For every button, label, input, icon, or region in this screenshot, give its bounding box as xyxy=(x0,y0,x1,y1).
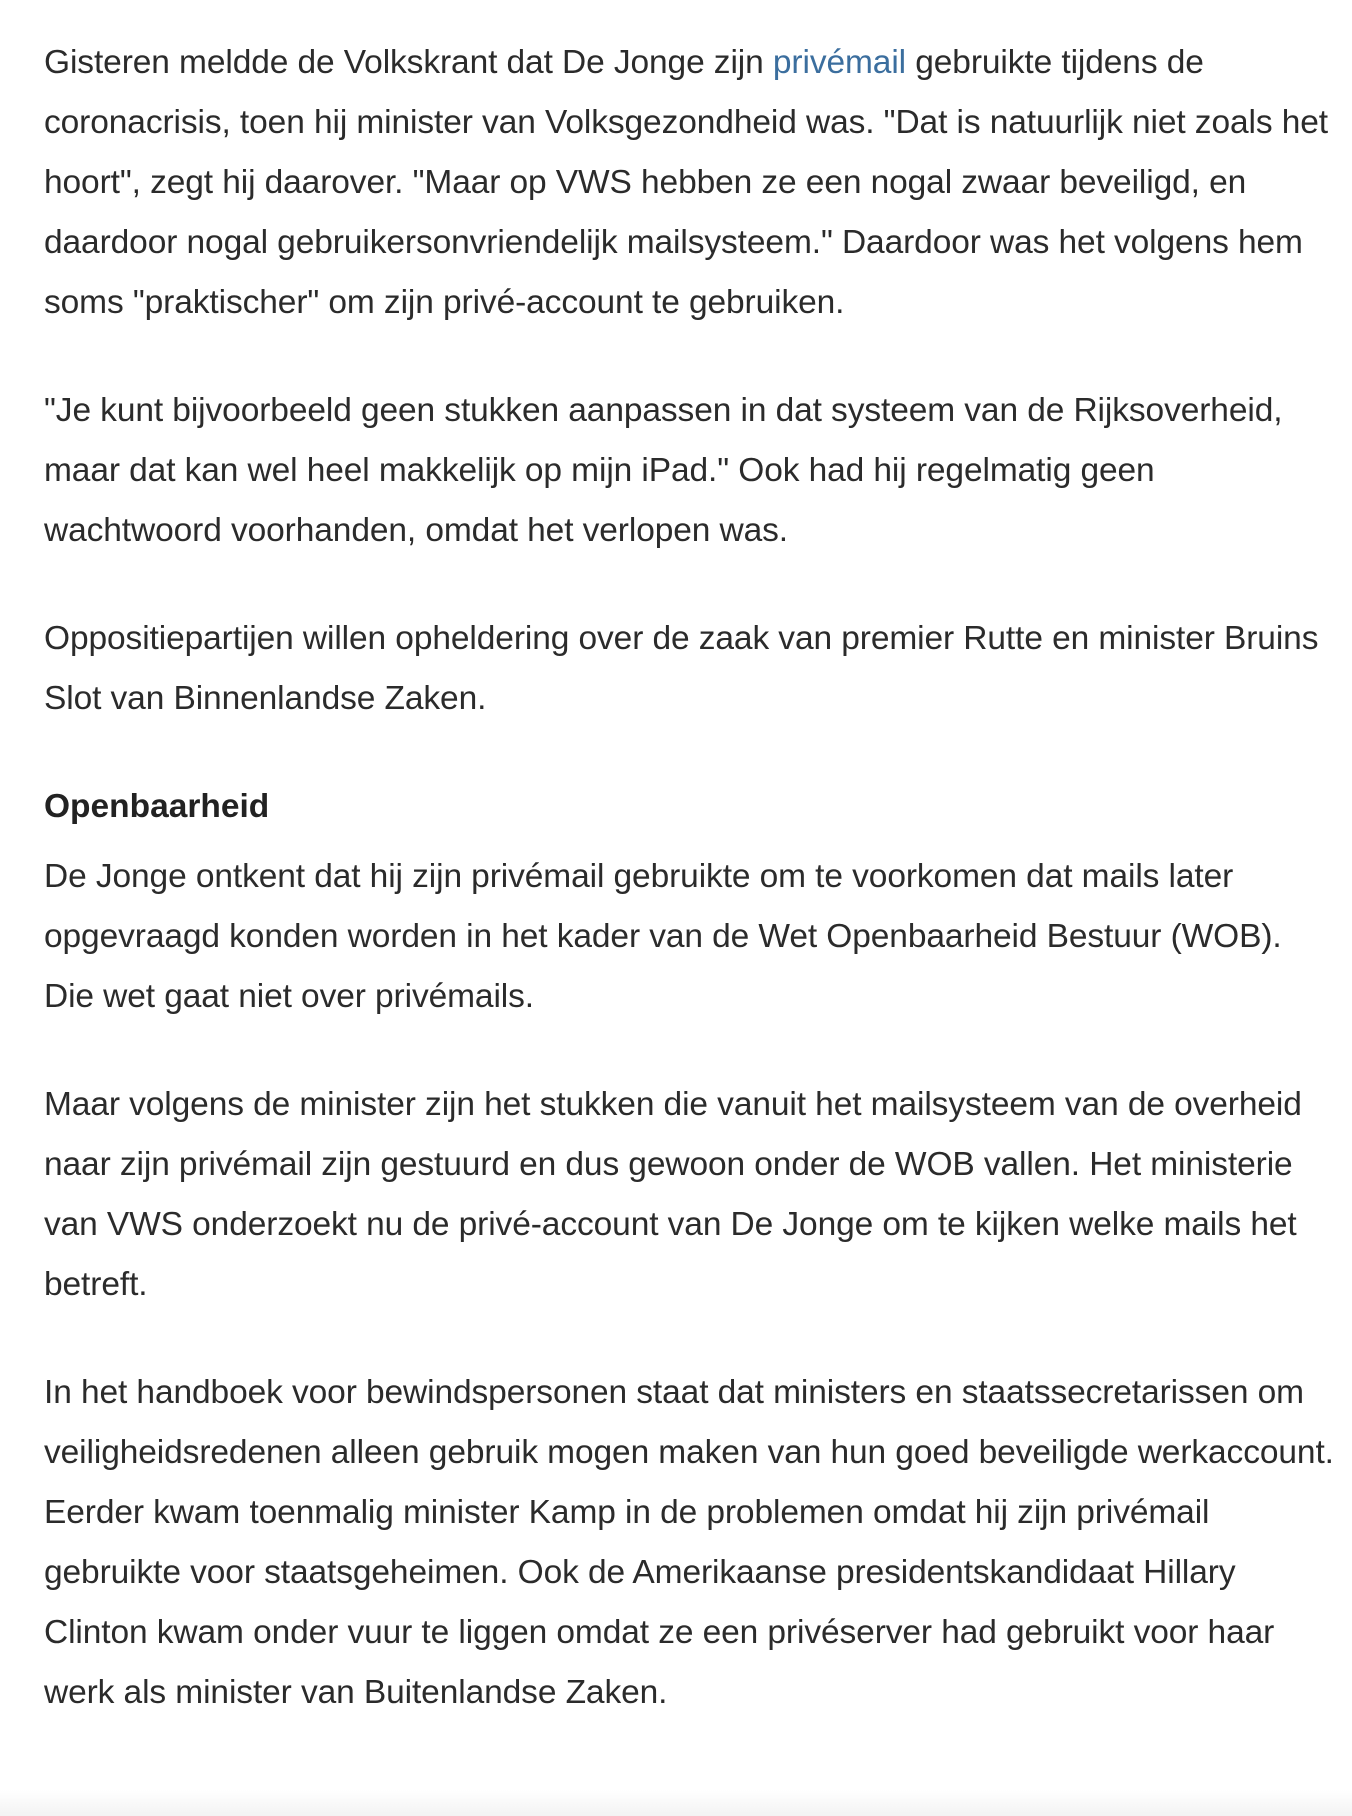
paragraph-2: "Je kunt bijvoorbeeld geen stukken aanpassen in dat systeem van de Rijksoverheid, maar dat kan wel heel makkelijk op mijn iPad." Ook had hij regelmatig geen wachtwoord voorhanden, omdat het verlopen was. xyxy=(44,392,1283,549)
paragraph-6: In het handboek voor bewindspersonen staat dat ministers en staatssecretarissen om veiligheidsredenen alleen gebruik mogen maken van hun goed beveiligde werkaccount. Eerder kwam toenmalig minister Kamp in de problemen omdat hij zijn privémail gebruikte voor staatsgeheimen. Ook de Amerikaanse presidentskandidaat Hillary Clinton kwam onder vuur te liggen omdat ze een privéserver had gebruikt voor haar werk als minister van Buitenlandse Zaken. xyxy=(44,1374,1334,1711)
paragraph-4: De Jonge ontkent dat hij zijn privémail gebruikte om te voorkomen dat mails later opgevraagd konden worden in het kader van de Wet Openbaarheid Bestuur (WOB). Die wet gaat niet over privémails. xyxy=(44,858,1282,1015)
section-heading: Openbaarheid xyxy=(44,788,270,825)
paragraph-1 xyxy=(44,33,1334,333)
paragraph-3: Oppositiepartijen willen opheldering over de zaak van premier Rutte en minister Bruins Slot van Binnenlandse Zaken. xyxy=(44,620,1319,717)
paragraph-1-lead: Gisteren meldde de Volkskrant dat De Jonge zijn xyxy=(44,44,773,81)
paragraph-5: Maar volgens de minister zijn het stukken die vanuit het mailsysteem van de overheid naar zijn privémail zijn gestuurd en dus gewoon onder de WOB vallen. Het ministerie van VWS onderzoekt nu de privé-account van De Jonge om te kijken welke mails het betreft. xyxy=(44,1086,1302,1303)
paragraph-1-rest: gebruikte tijdens de coronacrisis, toen hij minister van Volksgezondheid was. "Dat is natuurlijk niet zoals het hoort", zegt hij daarover. "Maar op VWS hebben ze een nogal zwaar beveiligd, en daardoor nogal gebruikersonvriendelijk mailsysteem." Daardoor was het volgens hem soms "praktischer" om zijn privé-account te gebruiken. xyxy=(44,44,1328,321)
article-body xyxy=(44,33,1334,1723)
privemail-link[interactable]: privémail xyxy=(772,44,907,81)
bottom-fade xyxy=(0,1790,1352,1816)
